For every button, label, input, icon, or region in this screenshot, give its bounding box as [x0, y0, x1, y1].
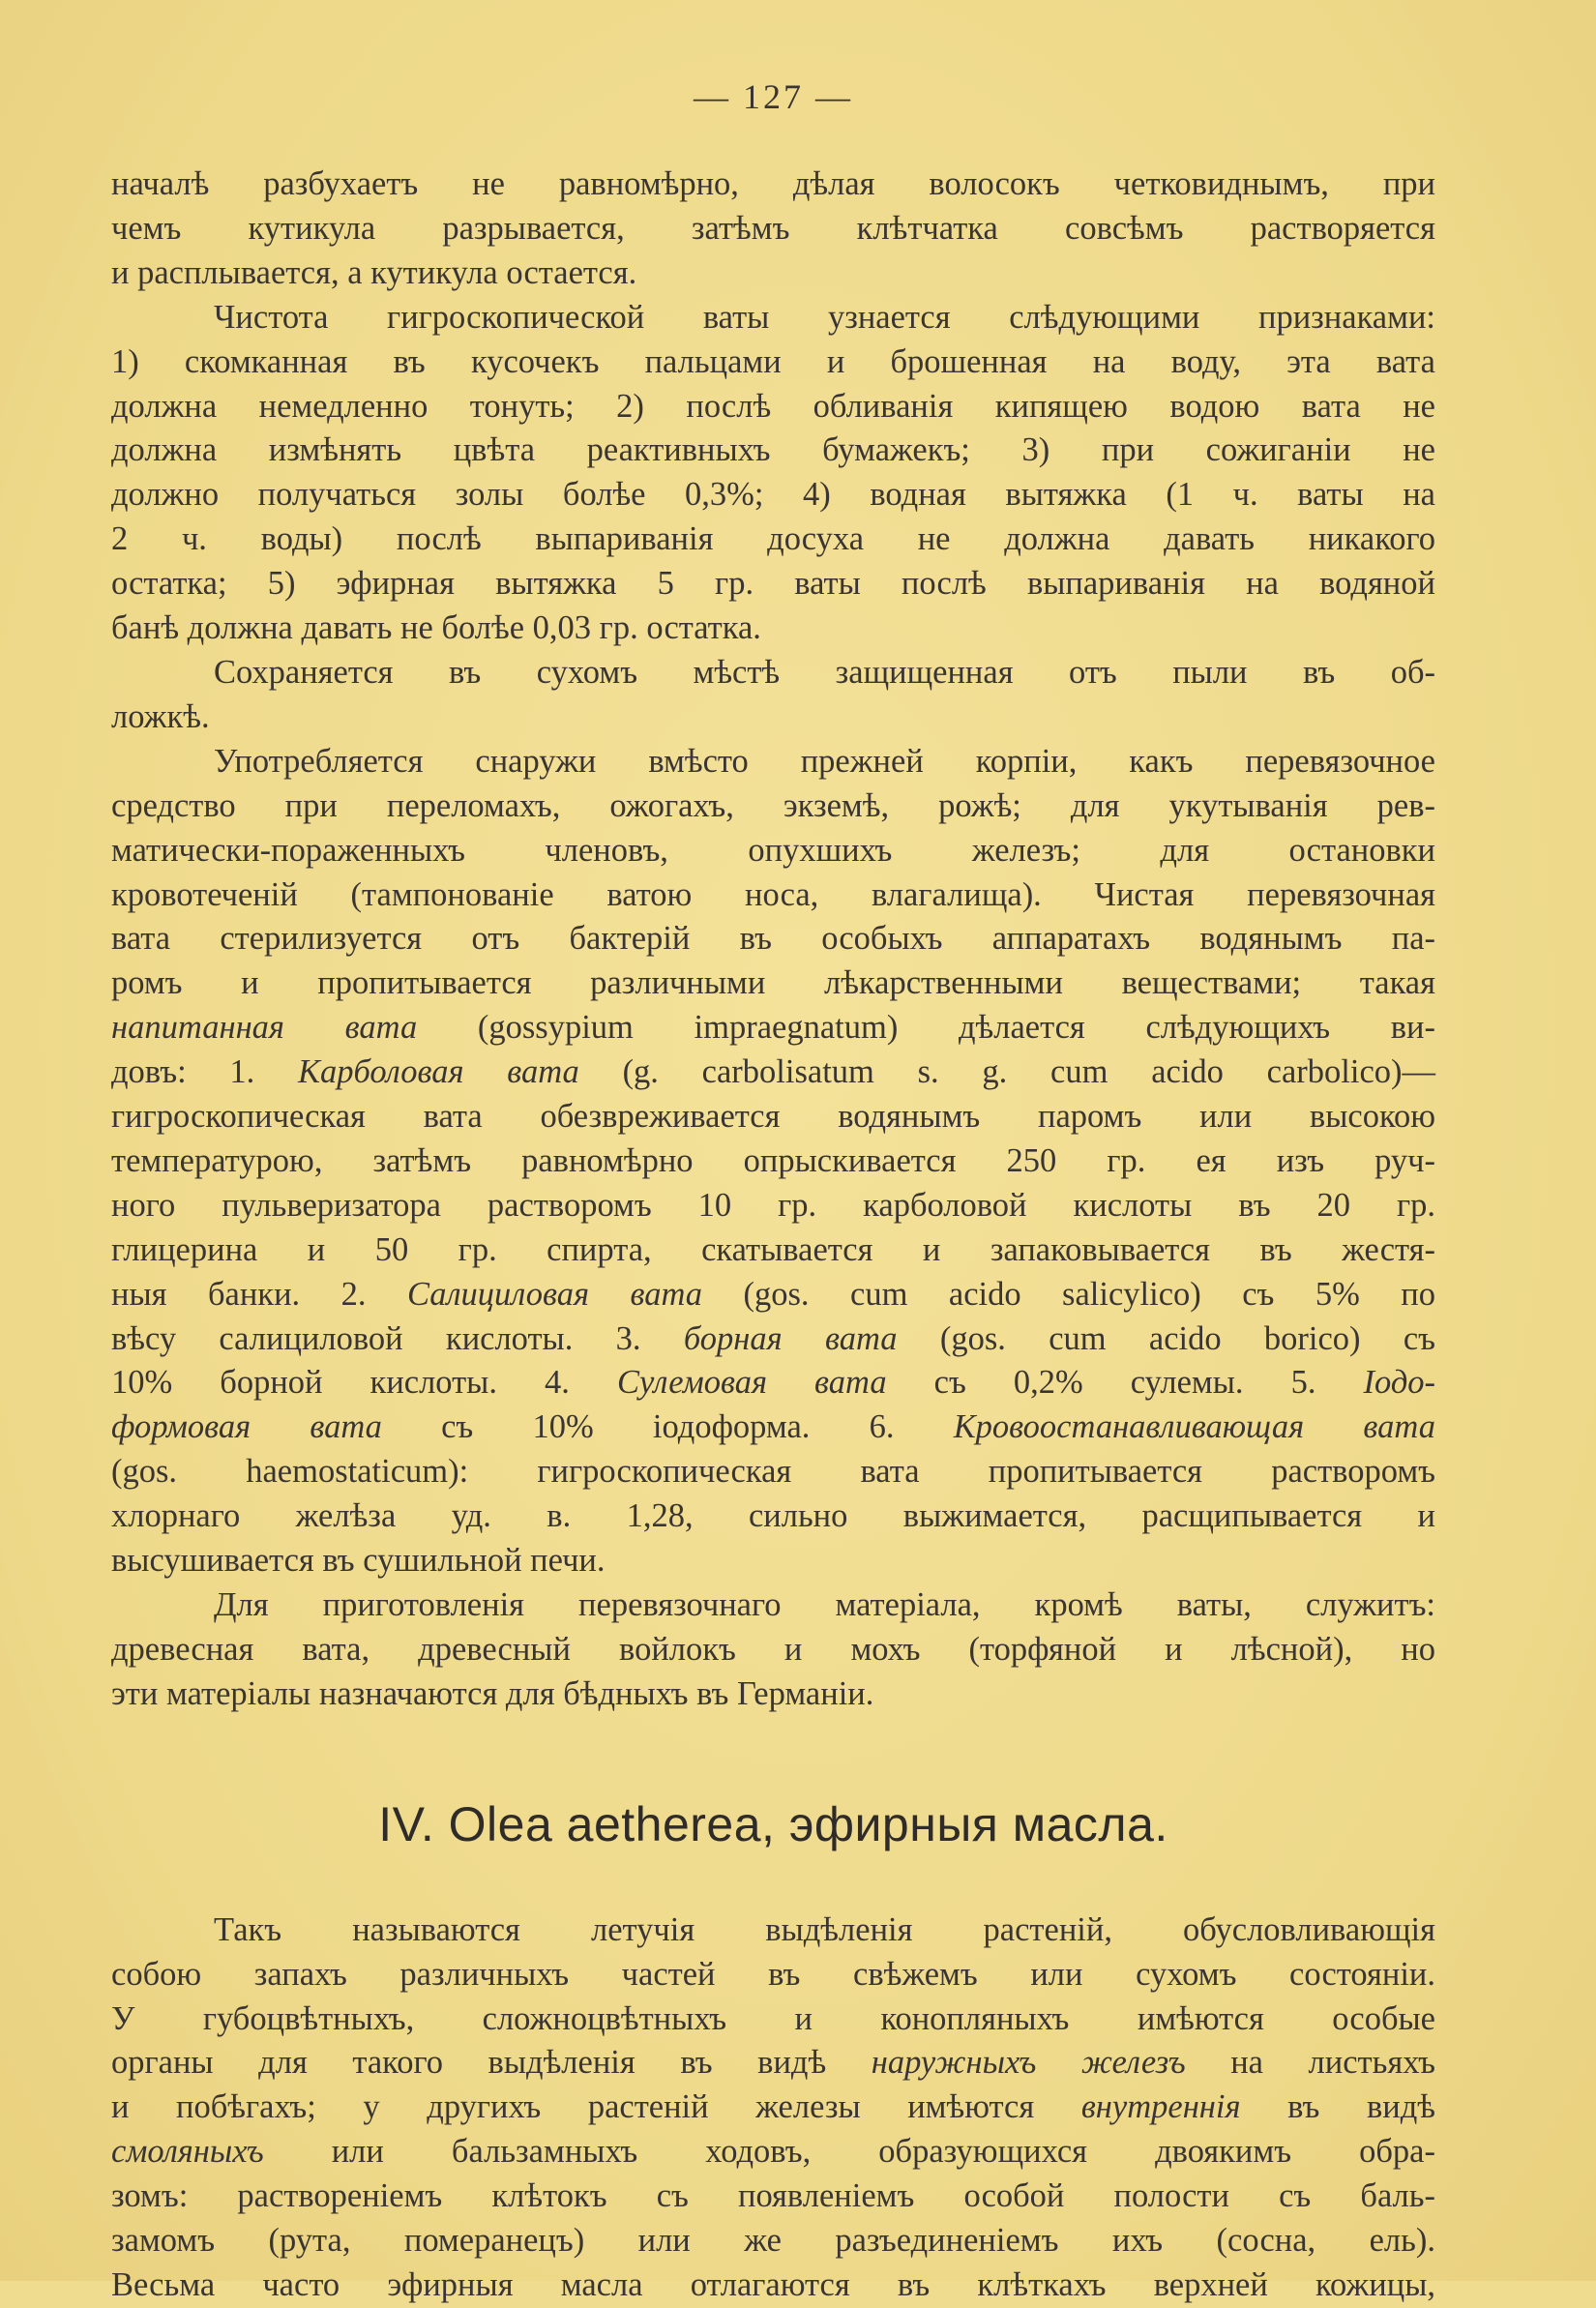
- paragraph: [111, 296, 1435, 651]
- body-text-bottom: [111, 1909, 1435, 2308]
- text-line: началѣ разбухаетъ не равномѣрно, дѣлая волосокъ четковиднымъ, при: [111, 165, 1435, 202]
- text-line: и расплывается, а кутикула остается.: [111, 253, 637, 291]
- text-run: вѣсу салициловой кислоты. 3.: [111, 1319, 684, 1357]
- text-line: чемъ кутикула разрывается, затѣмъ клѣтчатка совсѣмъ растворяется: [111, 209, 1435, 247]
- text-line: Чистота гигроскопической ваты узнается слѣдующими признаками:: [214, 298, 1435, 336]
- italic-term: Сулемовая вата: [616, 1364, 887, 1402]
- text-line: [111, 2086, 1435, 2130]
- text-line: [111, 1273, 1435, 1317]
- text-line: [111, 1050, 1435, 1095]
- text-line: 1) скомканная въ кусочекъ пальцами и брошенная на воду, эта вата: [111, 342, 1435, 380]
- section-heading: IV. Olea aetherea, эфирныя масла.: [378, 1796, 1168, 1851]
- italic-term: Iодо-: [1363, 1364, 1436, 1402]
- text-run: съ 10% іодоформа. 6.: [381, 1408, 954, 1446]
- italic-term: напитанная вата: [111, 1009, 418, 1047]
- text-run: на листьяхъ: [1185, 2044, 1435, 2082]
- text-run: въ видѣ: [1240, 2088, 1436, 2126]
- text-run: органы для такого выдѣленія въ видѣ: [111, 2044, 872, 2082]
- text-line: Для приготовленія перевязочнаго матеріала, кромѣ ваты, служитъ:: [214, 1586, 1435, 1623]
- text-line: средство при переломахъ, ожогахъ, экземѣ, рожѣ; для укутыванія рев-: [111, 786, 1435, 824]
- text-line: должна измѣнять цвѣта реактивныхъ бумажекъ; 3) при сожиганіи не: [111, 431, 1435, 469]
- text-line: замомъ (рута, померанецъ) или же разъединеніемъ ихъ (сосна, ель).: [111, 2222, 1435, 2260]
- text-line: У губоцвѣтныхъ, сложноцвѣтныхъ и конопляныхъ имѣются особые: [111, 1999, 1435, 2037]
- italic-term: Салициловая вата: [406, 1275, 703, 1313]
- italic-term: формовая вата: [111, 1408, 382, 1446]
- text-line: должна немедленно тонуть; 2) послѣ обливанія кипящею водою вата не: [111, 387, 1435, 425]
- text-line: температурою, затѣмъ равномѣрно опрыскивается 250 гр. ея изъ руч-: [111, 1141, 1435, 1179]
- text-run: довъ: 1.: [111, 1053, 299, 1091]
- text-run: (gos. cum acido salicylico) съ 5% по: [702, 1275, 1435, 1313]
- text-line: ного пульверизатора растворомъ 10 гр. карболовой кислоты въ 20 гр.: [111, 1186, 1435, 1224]
- page-number: — 127 —: [694, 77, 853, 116]
- text-line: остатка; 5) эфирная вытяжка 5 гр. ваты послѣ выпариванія на водяной: [111, 565, 1435, 603]
- text-line: [111, 2130, 1435, 2175]
- italic-term: Кровоостанавливающая вата: [953, 1408, 1435, 1446]
- italic-term: борная вата: [683, 1319, 898, 1357]
- text-line: эти матеріалы назначаются для бѣдныхъ въ Германіи.: [111, 1674, 874, 1712]
- paragraph: [111, 1583, 1435, 1717]
- text-line: Употребляется снаружи вмѣсто прежней корпіи, какъ перевязочное: [214, 742, 1435, 780]
- text-line: [111, 1361, 1435, 1406]
- text-run: или бальзамныхъ ходовъ, образующихся двоякимъ обра-: [263, 2133, 1435, 2171]
- text-line: должно получаться золы болѣе 0,3%; 4) водная вытяжка (1 ч. ваты на: [111, 476, 1435, 514]
- text-run: 10% борной кислоты. 4.: [111, 1364, 617, 1402]
- text-run: (gossypium impraegnatum) дѣлается слѣдующихъ ви-: [417, 1009, 1435, 1047]
- italic-term: смоляныхъ: [111, 2133, 264, 2171]
- text-line: ложкѣ.: [111, 697, 210, 735]
- text-run: съ 0,2% сулемы. 5.: [886, 1364, 1364, 1402]
- italic-term: Карболовая вата: [298, 1053, 579, 1091]
- text-run: (g. carbolisatum s. g. cum acido carbolico)—: [578, 1053, 1435, 1091]
- text-run: (gos. cum acido borico) съ: [897, 1319, 1436, 1357]
- text-line: гигроскопическая вата обезвреживается водянымъ паромъ или высокою: [111, 1098, 1435, 1136]
- text-run: ныя банки. 2.: [111, 1275, 407, 1313]
- text-line: кровотеченій (тампонованіе ватою носа, влагалища). Чистая перевязочная: [111, 875, 1435, 913]
- paragraph: [111, 651, 1435, 740]
- text-line: [111, 1406, 1435, 1450]
- text-line: высушивается въ сушильной печи.: [111, 1542, 606, 1580]
- text-line: Весьма часто эфирныя масла отлагаются въ клѣткахъ верхней кожицы,: [111, 2265, 1435, 2303]
- text-line: хлорнаго желѣза уд. в. 1,28, сильно выжимается, расщипывается и: [111, 1497, 1435, 1535]
- text-line: [111, 1006, 1435, 1050]
- text-line: зомъ: раствореніемъ клѣтокъ съ появленіемъ особой полости съ баль-: [111, 2177, 1435, 2215]
- body-text-top: [111, 163, 1435, 1717]
- italic-term: внутреннія: [1080, 2088, 1241, 2126]
- italic-term: наружныхъ железъ: [871, 2044, 1186, 2082]
- text-line: глицерина и 50 гр. спирта, скатывается и запаковывается въ жестя-: [111, 1230, 1435, 1268]
- text-line: вата стерилизуется отъ бактерій въ особыхъ аппаратахъ водянымъ па-: [111, 920, 1435, 958]
- text-run: и побѣгахъ; у другихъ растеній железы имѣются: [111, 2088, 1081, 2126]
- text-line: древесная вата, древесный войлокъ и мохъ (торфяной и лѣсной), но: [111, 1630, 1435, 1668]
- text-line: [111, 1317, 1435, 1362]
- text-line: ромъ и пропитывается различными лѣкарственными веществами; такая: [111, 964, 1435, 1002]
- text-line: [111, 2041, 1435, 2086]
- paragraph: [111, 163, 1435, 296]
- text-line: матически-пораженныхъ членовъ, опухшихъ железъ; для остановки: [111, 831, 1435, 869]
- text-line: банѣ должна давать не болѣе 0,03 гр. остатка.: [111, 609, 761, 647]
- text-line: собою запахъ различныхъ частей въ свѣжемъ или сухомъ состояніи.: [111, 1955, 1435, 1993]
- text-line: Такъ называются летучія выдѣленія растеній, обусловливающія: [214, 1910, 1435, 1948]
- paragraph: [111, 740, 1435, 1583]
- text-line: 2 ч. воды) послѣ выпариванія досуха не должна давать никакого: [111, 520, 1435, 558]
- text-line: Сохраняется въ сухомъ мѣстѣ защищенная отъ пыли въ об-: [214, 653, 1435, 691]
- paragraph: [111, 1909, 1435, 2308]
- text-line: (gos. haemostaticum): гигроскопическая вата пропитывается растворомъ: [111, 1453, 1435, 1491]
